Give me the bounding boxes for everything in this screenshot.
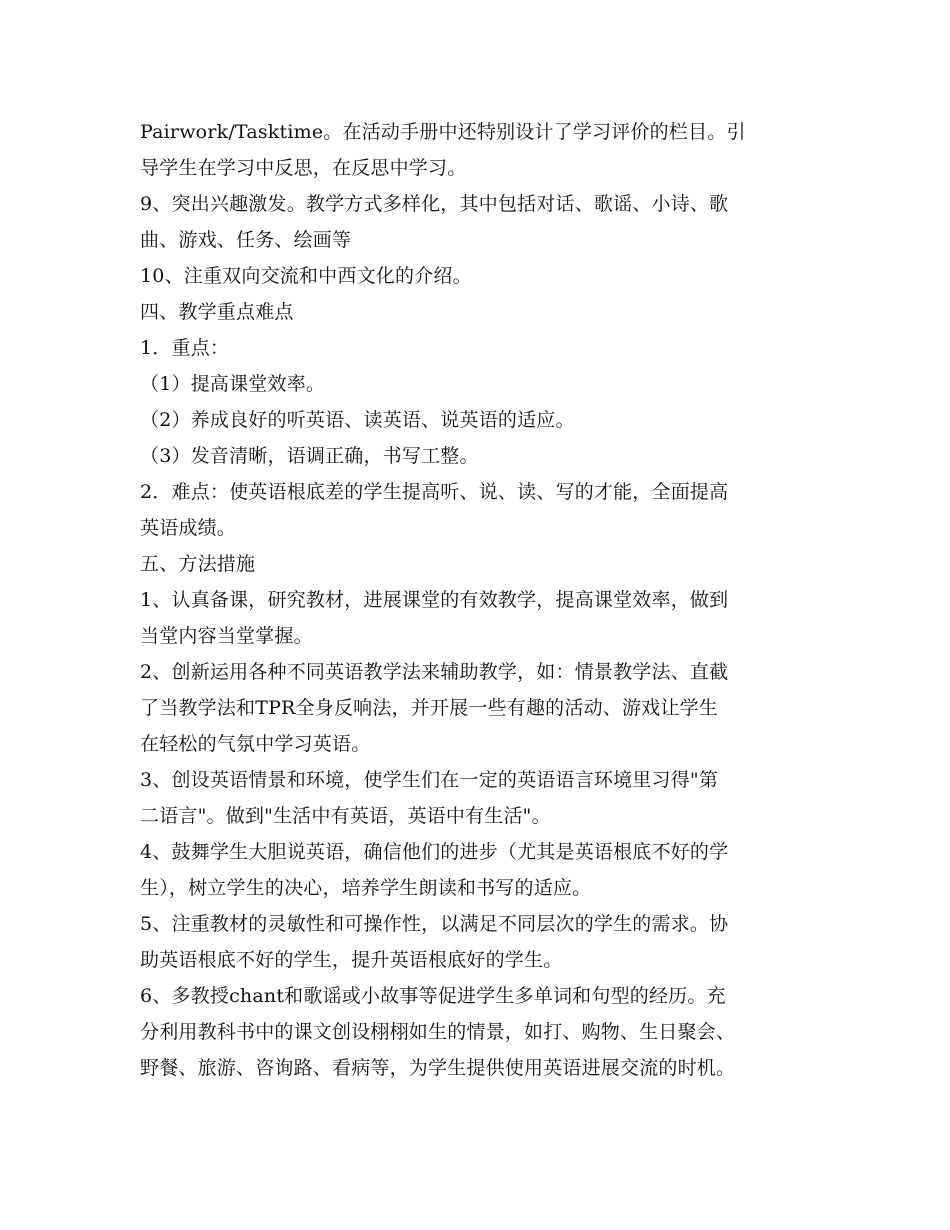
text-line: 4、鼓舞学生大胆说英语，确信他们的进步（尤其是英语根底不好的学 (140, 841, 729, 863)
text-line: 野餐、旅游、咨询路、看病等，为学生提供使用英语进展交流的时机。 (140, 1057, 736, 1079)
section-heading: 四、教学重点难点 (140, 301, 294, 323)
text-line: 了当教学法和TPR全身反响法，并开展一些有趣的活动、游戏让学生 (140, 697, 718, 719)
text-line: （1）提高课堂效率。 (140, 373, 326, 395)
text-line: 10、注重双向交流和中西文化的介绍。 (140, 265, 472, 287)
text-line: 3、创设英语情景和环境，使学生们在一定的英语语言环境里习得"第 (140, 769, 719, 791)
text-line: 1、认真备课，研究教材，进展课堂的有效教学，提高课堂效率，做到 (140, 589, 729, 611)
text-line: 助英语根底不好的学生，提升英语根底好的学生。 (140, 949, 563, 971)
text-line: Pairwork/Tasktime。在活动手册中还特别设计了学习评价的栏目。引 (140, 121, 746, 143)
text-line: 英语成绩。 (140, 517, 237, 539)
text-line: 6、多教授chant和歌谣或小故事等促进学生多单词和句型的经历。充 (140, 985, 726, 1007)
text-line: 5、注重教材的灵敏性和可操作性，以满足不同层次的学生的需求。协 (140, 913, 729, 935)
text-line: 分利用教科书中的课文创设栩栩如生的情景，如打、购物、生日聚会、 (140, 1021, 736, 1043)
text-line: 2、创新运用各种不同英语教学法来辅助教学，如：情景教学法、直截 (140, 661, 729, 683)
subheading: 2．难点：使英语根底差的学生提高听、说、读、写的才能，全面提高 (140, 481, 729, 503)
text-line: 当堂内容当堂掌握。 (140, 625, 313, 647)
text-line: 二语言"。做到"生活中有英语，英语中有生活"。 (140, 805, 551, 827)
text-line: （2）养成良好的听英语、读英语、说英语的适应。 (140, 409, 575, 431)
subheading: 1．重点： (140, 337, 230, 359)
section-heading: 五、方法措施 (140, 553, 256, 575)
text-line: 9、突出兴趣激发。教学方式多样化，其中包括对话、歌谣、小诗、歌 (140, 193, 729, 215)
text-line: （3）发音清晰，语调正确，书写工整。 (140, 445, 479, 467)
text-line: 曲、游戏、任务、绘画等 (140, 229, 352, 251)
text-line: 生），树立学生的决心，培养学生朗读和书写的适应。 (140, 877, 592, 899)
document-body (140, 114, 840, 1086)
text-line: 在轻松的气氛中学习英语。 (140, 733, 371, 755)
text-line: 导学生在学习中反思，在反思中学习。 (140, 157, 467, 179)
